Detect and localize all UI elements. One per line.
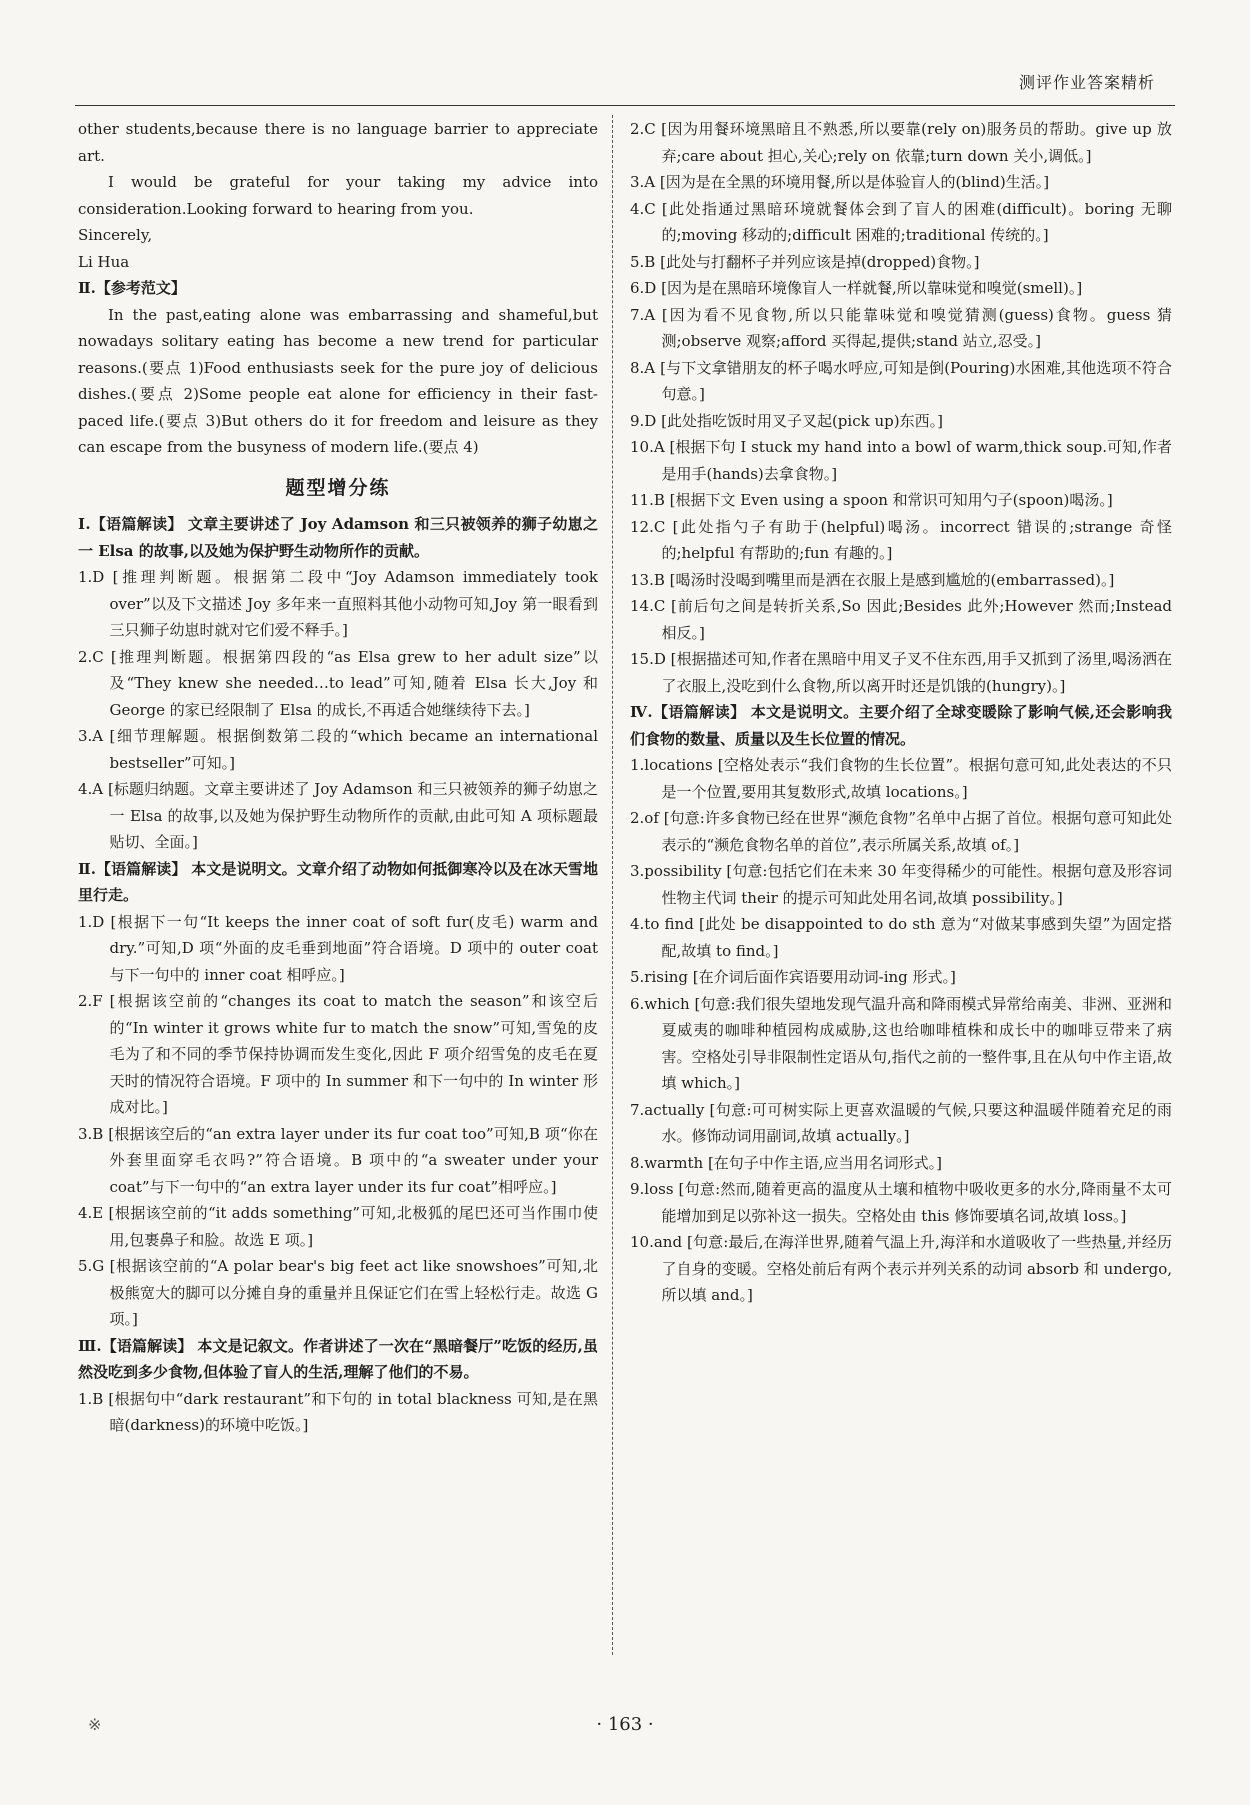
- answer-item: 8.A [与下文拿错朋友的杯子喝水呼应,可知是倒(Pouring)水困难,其他选项不符合句意。]: [630, 358, 1172, 403]
- letter-signature: Li Hua: [78, 252, 130, 271]
- answer-item: 2.C [因为用餐环境黑暗且不熟悉,所以要靠(rely on)服务员的帮助。give up 放弃;care about 担心,关心;rely on 依靠;turn down 关小,调低。]: [630, 120, 1172, 165]
- section-1-intro: [78, 511, 598, 564]
- footer-mark: ※: [88, 1715, 102, 1734]
- answer-item: 5.G [根据该空前的“A polar bear's big feet act like snowshoes”可知,北极熊宽大的脚可以分摊自身的重量并且保证它们在雪上轻松行走。故选 G 项。]: [78, 1257, 598, 1328]
- section-4-intro: [630, 699, 1172, 752]
- answer-item: 3.B [根据该空后的“an extra layer under its fur coat too”可知,B 项“你在外套里面穿毛衣吗?”符合语境。B 项中的“a sweater under your coat”与下一句中的“an extra layer under its fur coat”相呼应。]: [78, 1124, 598, 1196]
- answer-item: 3.A [细节理解题。根据倒数第二段的“which became an international bestseller”可知。]: [78, 727, 598, 772]
- answer-item: 2.C [推理判断题。根据第四段的“as Elsa grew to her adult size”以及“They knew she needed…to lead”可知,随着 Elsa 长大,Joy 和 George 的家已经限制了 Elsa 的成长,不再适合她继续待下去。]: [78, 647, 598, 719]
- section-3-label: Ⅲ.【语篇解读】: [78, 1336, 193, 1355]
- answer-item: 14.C [前后句之间是转折关系,So 因此;Besides 此外;However 然而;Instead 相反。]: [630, 597, 1172, 642]
- answer-item: 3.A [因为是在全黑的环境用餐,所以是体验盲人的(blind)生活。]: [630, 173, 1050, 191]
- right-column: [630, 116, 1172, 1309]
- answer-item: 1.locations [空格处表示“我们食物的生长位置”。根据句意可知,此处表达的不只是一个位置,要用其复数形式,故填 locations。]: [630, 756, 1172, 801]
- answer-item: 10.and [句意:最后,在海洋世界,随着气温上升,海洋和水道吸收了一些热量,并经历了自身的变暖。空格处前后有两个表示并列关系的动词 absorb 和 undergo,所以填 and。]: [630, 1233, 1172, 1304]
- answer-item: 4.C [此处指通过黑暗环境就餐体会到了盲人的困难(difficult)。boring 无聊的;moving 移动的;difficult 困难的;traditional 传统的。]: [630, 199, 1172, 244]
- answer-item: 1.B [根据句中“dark restaurant”和下句的 in total blackness 可知,是在黑暗(darkness)的环境中吃饭。]: [78, 1389, 598, 1434]
- answer-item: 4.A [标题归纳题。文章主要讲述了 Joy Adamson 和三只被领养的狮子幼崽之一 Elsa 的故事,以及她为保护野生动物所作的贡献,由此可知 A 项标题最贴切、全面。]: [78, 780, 598, 851]
- section-1-label: Ⅰ.【语篇解读】: [78, 515, 183, 533]
- reference-essay-label: Ⅱ.【参考范文】: [78, 279, 186, 297]
- section-3-summary: 本文是记叙文。作者讲述了一次在“黑暗餐厅”吃饭的经历,虽然没吃到多少食物,但体验了盲人的生活,理解了他们的不易。: [78, 1336, 598, 1381]
- column-divider: [612, 115, 613, 1655]
- answer-item: 1.D [推理判断题。根据第二段中“Joy Adamson immediately took over”以及下文描述 Joy 多年来一直照料其他小动物可知,Joy 第一眼看到三只狮子幼崽时就对它们爱不释手。]: [78, 568, 598, 639]
- page-number: · 163 ·: [596, 1714, 654, 1735]
- answer-item: 6.which [句意:我们很失望地发现气温升高和降雨模式异常给南美、非洲、亚洲和夏威夷的咖啡种植园构成威胁,这也给咖啡植株和成长中的咖啡豆带来了病害。空格处引导非限制性定语从句,指代之前的一整件事,且在从句中作主语,故填 which。]: [630, 994, 1172, 1092]
- letter-closing: Sincerely,: [78, 226, 153, 244]
- answer-item: 6.D [因为是在黑暗环境像盲人一样就餐,所以靠味觉和嗅觉(smell)。]: [630, 279, 1083, 297]
- answer-item: 5.rising [在介词后面作宾语要用动词-ing 形式。]: [630, 968, 956, 986]
- section-3-intro: [78, 1333, 598, 1386]
- answer-item: 11.B [根据下文 Even using a spoon 和常识可知用勺子(spoon)喝汤。]: [630, 491, 1113, 509]
- reference-essay-text: In the past,eating alone was embarrassing and shameful,but nowadays solitary eating has become a new trend for particular reasons.(要点 1)Food enthusiasts seek for the pure joy of delicious dishes.(要点 2)Some people eat alone for efficiency in their fast-paced life.(要点 3)But others do it for freedom and leisure as they can escape from the busyness of modern life.(要点 4): [78, 305, 598, 456]
- answer-item: 2.F [根据该空前的“changes its coat to match the season”和该空后的“In winter it grows white fur to match the snow”可知,雪兔的皮毛为了和不同的季节保持协调而发生变化,因此 F 项介绍雪兔的皮毛在夏天时的情况符合语境。F 项中的 In summer 和下一句中的 In winter 形成对比。]: [78, 992, 598, 1116]
- answer-item: 2.of [句意:许多食物已经在世界“濒危食物”名单中占据了首位。根据句意可知此处表示的“濒危食物名单的首位”,表示所属关系,故填 of。]: [630, 809, 1172, 854]
- section-4-label: Ⅳ.【语篇解读】: [630, 703, 746, 721]
- section-heading: 题型增分练: [285, 476, 391, 499]
- section-1-summary: 文章主要讲述了 Joy Adamson 和三只被领养的狮子幼崽之一 Elsa 的故事,以及她为保护野生动物所作的贡献。: [78, 515, 598, 560]
- answer-item: 15.D [根据描述可知,作者在黑暗中用叉子叉不住东西,用手又抓到了汤里,喝汤洒在了衣服上,没吃到什么食物,所以离开时还是饥饿的(hungry)。]: [630, 650, 1172, 695]
- answer-item: 4.E [根据该空前的“it adds something”可知,北极狐的尾巴还可当作围巾使用,包裹鼻子和脸。故选 E 项。]: [78, 1204, 598, 1249]
- answer-item: 7.actually [句意:可可树实际上更喜欢温暖的气候,只要这种温暖伴随着充足的雨水。修饰动词用副词,故填 actually。]: [630, 1100, 1172, 1145]
- answer-item: 9.loss [句意:然而,随着更高的温度从土壤和植物中吸收更多的水分,降雨量不太可能增加到足以弥补这一损失。空格处由 this 修饰要填名词,故填 loss。]: [630, 1180, 1172, 1225]
- answer-item: 4.to find [此处 be disappointed to do sth 意为“对做某事感到失望”为固定搭配,故填 to find。]: [630, 915, 1172, 960]
- section-2-intro: [78, 856, 598, 909]
- header-title: 测评作业答案精析: [1018, 73, 1155, 92]
- answer-item: 3.possibility [句意:包括它们在未来 30 年变得稀少的可能性。根据句意及形容词性物主代词 their 的提示可知此处用名词,故填 possibility。]: [630, 862, 1172, 907]
- letter-line: I would be grateful for your taking my advice into consideration.Looking forward to hearing from you.: [78, 173, 598, 218]
- left-column: [78, 116, 598, 1439]
- section-4-summary: 本文是说明文。主要介绍了全球变暖除了影响气候,还会影响我们食物的数量、质量以及生长位置的情况。: [630, 703, 1172, 748]
- section-2-label: Ⅱ.【语篇解读】: [78, 859, 187, 878]
- section-2-summary: 本文是说明文。文章介绍了动物如何抵御寒冷以及在冰天雪地里行走。: [78, 859, 598, 904]
- answer-item: 9.D [此处指吃饭时用叉子叉起(pick up)东西。]: [630, 411, 943, 430]
- answer-item: 5.B [此处与打翻杯子并列应该是掉(dropped)食物。]: [630, 252, 980, 271]
- answer-item: 1.D [根据下一句“It keeps the inner coat of soft fur(皮毛) warm and dry.”可知,D 项“外面的皮毛垂到地面”符合语境。D 项中的 outer coat 与下一句中的 inner coat 相呼应。]: [78, 912, 598, 984]
- answer-item: 10.A [根据下句 I stuck my hand into a bowl of warm,thick soup.可知,作者是用手(hands)去拿食物。]: [630, 438, 1172, 483]
- header-rule: [75, 105, 1175, 106]
- answer-item: 13.B [喝汤时没喝到嘴里而是洒在衣服上是感到尴尬的(embarrassed)。]: [630, 570, 1115, 589]
- answer-item: 8.warmth [在句子中作主语,应当用名词形式。]: [630, 1153, 942, 1172]
- answer-item: 7.A [因为看不见食物,所以只能靠味觉和嗅觉猜测(guess)食物。guess 猜测;observe 观察;afford 买得起,提供;stand 站立,忍受。]: [630, 305, 1172, 350]
- answer-item: 12.C [此处指勺子有助于(helpful)喝汤。incorrect 错误的;strange 奇怪的;helpful 有帮助的;fun 有趣的。]: [630, 517, 1172, 562]
- letter-line: other students,because there is no language barrier to appreciate art.: [78, 120, 598, 165]
